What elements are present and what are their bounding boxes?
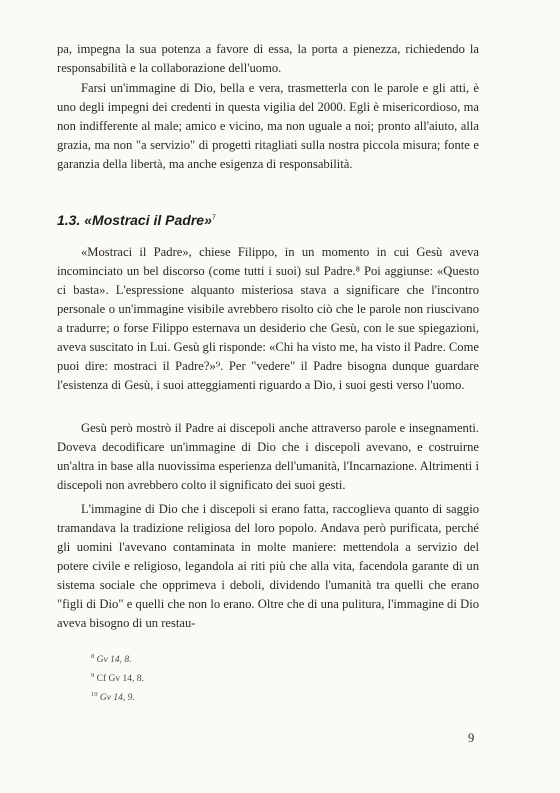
footnote-number: 10 [91,691,98,699]
footnote-number: 8 [91,653,95,660]
heading-footnote-ref: 7 [211,214,216,222]
page-number: 9 [468,731,475,745]
paragraph-text: «Mostraci il Padre», chiese Filippo, in un momento in cui Gesù aveva incominciato un bel discorso (come tutti i suoi) sul Padre.⁸ Poi aggiunse: «Questo ci basta». L'espressione alquanto misteriosa stava a significare che l'incontro personale o un'immagine visibile avrebbero risolto ciò che le parole non riuscivano a tradurre; o forse Filippo esternava un desiderio che Gesù, con le sue spiegazioni, aveva suscitato in Lui. Gesù gli risponde: «Chi ha visto me, ha visto il Padre. Come puoi dire: mostraci il Padre?»⁹. Per "vedere" il Padre bisogna dunque guardare l'esistenza di Gesù, i suoi atteggiamenti riguardo a Dio, i suoi gesti verso l'uomo. [57,245,479,392]
body-paragraph [57,40,479,78]
footnote-text: Gv 14, 8. [96,655,132,666]
footnote [91,687,144,706]
footnote-text: Cf Gv 14, 8. [96,674,144,685]
section-heading-text: 1.3. «Mostraci il Padre» [57,212,212,228]
paragraph-text: Farsi un'immagine di Dio, bella e vera, trasmetterla con le parole e gli atti, è uno degli impegni dei credenti in questa vigilia del 2000. Egli è misericordioso, ma non indifferente al male; amico e vicino, ma non uguale a noi; pronto all'aiuto, alla grazia, ma non "a servizio" di progetti ritagliati sulla nostra piccola misura; fonte e garanzia della libertà, ma anche esigenza di responsabilità. [57,81,479,171]
footnote-text: Gv 14, 9. [99,693,135,704]
section-heading [57,212,216,228]
paragraph-text: pa, impegna la sua potenza a favore di essa, la porta a pienezza, richiedendo la responsabilità e la collaborazione dell'uomo. [57,42,479,75]
body-paragraph [57,500,479,633]
paragraph-text: Gesù però mostrò il Padre ai discepoli anche attraverso parole e insegnamenti. Doveva decodificare un'immagine di Dio che i discepoli avevano, e costruirne un'altra in base alla nuovissima esperienza dell'umanità, l'Incarnazione. Altrimenti i discepoli non avrebbero colto il significato dei suoi gesti. [57,421,479,492]
footnote [91,649,144,668]
body-paragraph [57,243,479,395]
body-paragraph [57,419,479,495]
body-paragraph [57,79,479,174]
footnote [91,668,144,687]
footnotes [91,649,144,706]
paragraph-text: L'immagine di Dio che i discepoli si erano fatta, raccoglieva quanto di saggio tramandava la tradizione religiosa del loro popolo. Andava però purificata, perché gli uomini l'avevano contaminata in molte maniere: mettendola a servizio del potere civile e religioso, legandola ai riti più che alla vita, facendola garante di un sistema sociale che opprimeva i deboli, dividendo l'umanità tra quelli che erano "figli di Dio" e quelli che non lo erano. Oltre che di una pulitura, l'immagine di Dio aveva bisogno di un restau- [57,502,479,630]
footnote-number: 9 [91,672,95,680]
